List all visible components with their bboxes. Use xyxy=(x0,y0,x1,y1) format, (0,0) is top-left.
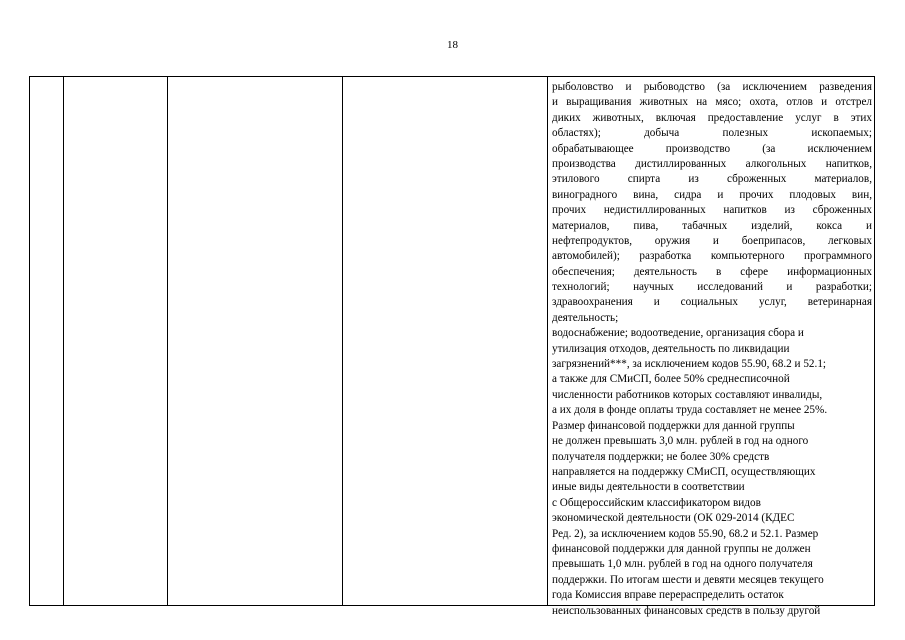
cell-text-line: получателя поддержки; не более 30% средств xyxy=(552,450,770,463)
cell-text-line: Размер финансовой поддержки для данной группы xyxy=(552,419,795,432)
cell-text-line: виноградного вина, сидра и прочих плодовых вин, xyxy=(552,188,872,201)
cell-text-line: этилового спирта из сброженных материалов, xyxy=(552,173,872,186)
cell-text-line: производства дистиллированных алкогольных напитков, xyxy=(552,157,872,170)
cell-text-line: материалов, пива, табачных изделий, кокса и xyxy=(552,219,872,232)
cell-text-line: не должен превышать 3,0 млн. рублей в год на одного xyxy=(552,435,809,448)
cell-text-line: диких животных, включая предоставление услуг в этих xyxy=(552,111,872,124)
cell-text-line: превышать 1,0 млн. рублей в год на одного получателя xyxy=(552,558,813,571)
cell-text-line: экономической деятельности (ОК 029-2014 (КДЕС xyxy=(552,512,795,525)
cell-text-line: Ред. 2), за исключением кодов 55.90, 68.2 и 52.1. Размер xyxy=(552,527,819,540)
document-table xyxy=(29,76,875,617)
page-number: 18 xyxy=(447,39,458,51)
cell-text-line: деятельность; xyxy=(552,311,619,324)
cell-text-line: поддержки. По итогам шести и девяти месяцев текущего xyxy=(552,573,824,586)
last-column-cell-text xyxy=(552,80,872,619)
cell-text-line: нефтепродуктов, оружия и боеприпасов, легковых xyxy=(552,234,872,247)
cell-text-line: неиспользованных финансовых средств в пользу другой xyxy=(552,604,821,617)
cell-text-line: рыболовство и рыбоводство (за исключением разведения xyxy=(552,81,872,93)
cell-text-line: а также для СМиСП, более 50% среднесписочной xyxy=(552,373,790,386)
cell-text-line: года Комиссия вправе перераспределить остаток xyxy=(552,589,784,602)
cell-text-line: а их доля в фонде оплаты труда составляет не менее 25%. xyxy=(552,404,828,417)
cell-text-line: технологий; научных исследований и разработки; xyxy=(552,281,872,294)
cell-text-line: здравоохранения и социальных услуг, ветеринарная xyxy=(552,296,872,309)
cell-text-line: областях); добыча полезных ископаемых; xyxy=(552,127,872,140)
column-divider xyxy=(547,77,548,605)
cell-text-line: прочих недистиллированных напитков из сброженных xyxy=(552,204,872,217)
column-divider xyxy=(63,77,64,605)
cell-text-line: водоснабжение; водоотведение, организация сбора и xyxy=(552,327,804,340)
cell-text-line: финансовой поддержки для данной группы не должен xyxy=(552,542,811,555)
column-divider xyxy=(167,77,168,605)
cell-text-line: иные виды деятельности в соответствии xyxy=(552,481,745,494)
cell-text-line: направляется на поддержку СМиСП, осуществляющих xyxy=(552,465,816,478)
cell-text-line: утилизация отходов, деятельность по ликвидации xyxy=(552,342,790,355)
cell-text-line: автомобилей); разработка компьютерного программного xyxy=(552,250,872,263)
cell-text-line: обеспечения; деятельность в сфере информационных xyxy=(552,265,872,278)
cell-text-line: и выращивания животных на мясо; охота, отлов и отстрел xyxy=(552,96,872,109)
cell-text-line: с Общероссийским классификатором видов xyxy=(552,496,761,509)
cell-text-line: численности работников которых составляют инвалиды, xyxy=(552,388,823,401)
cell-text-line: обрабатывающее производство (за исключением xyxy=(552,142,872,155)
cell-text-line: загрязнений***, за исключением кодов 55.90, 68.2 и 52.1; xyxy=(552,358,827,371)
column-divider xyxy=(342,77,343,605)
